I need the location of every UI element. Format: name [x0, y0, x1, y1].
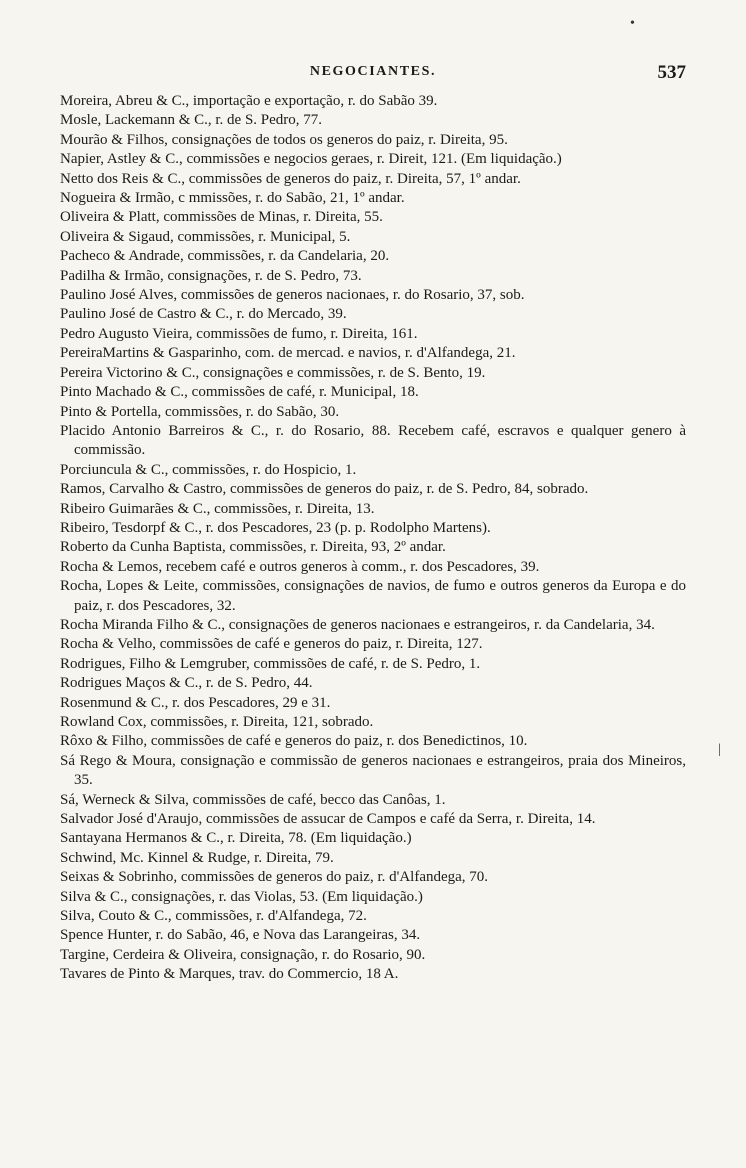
merchant-entry: Ribeiro Guimarães & C., commissões, r. Direita, 13. [60, 500, 375, 517]
merchant-entry: Salvador José d'Araujo, commissões de assucar de Campos e café da Serra, r. Direita, 14. [60, 811, 596, 828]
merchant-entry: Rowland Cox, commissões, r. Direita, 121, sobrado. [60, 714, 374, 730]
merchant-entry: Porciuncula & C., commissões, r. do Hospicio, 1. [60, 461, 357, 478]
merchant-entry: Mourão & Filhos, consignações de todos os generos do paiz, r. Direita, 95. [60, 131, 508, 148]
merchant-entry: Rocha, Lopes & Leite, commissões, consignações de navios, de fumo e outros generos da Europa e do paiz, r. dos Pescadores, 32. [60, 578, 686, 614]
merchant-entry: Pedro Augusto Vieira, commissões de fumo, r. Direita, 161. [60, 325, 418, 342]
merchant-entry: Paulino José Alves, commissões de generos nacionaes, r. do Rosario, 37, sob. [60, 287, 525, 304]
merchant-entry: PereiraMartins & Gasparinho, com. de mercad. e navios, r. d'Alfandega, 21. [60, 345, 516, 362]
merchant-entry: Ramos, Carvalho & Castro, commissões de generos do paiz, r. de S. Pedro, 84, sobrado. [60, 481, 589, 498]
merchant-entry: Placido Antonio Barreiros & C., r. do Rosario, 88. Recebem café, escravos e qualquer genero à commissão. [60, 422, 686, 459]
merchant-entry: Pereira Victorino & C., consignações e commissões, r. de S. Bento, 19. [60, 364, 486, 381]
merchant-entry: Silva, Couto & C., commissões, r. d'Alfandega, 72. [60, 908, 367, 925]
print-speck: • [630, 16, 635, 31]
merchant-entry: Rôxo & Filho, commissões de café e generos do paiz, r. dos Benedictinos, 10. [60, 733, 528, 750]
merchant-entry: Pinto Machado & C., commissões de café, r. Municipal, 18. [60, 384, 419, 401]
merchant-entry: Santayana Hermanos & C., r. Direita, 78. (Em liquidação.) [60, 830, 412, 847]
merchant-entry: Rosenmund & C., r. dos Pescadores, 29 e 31. [60, 694, 331, 711]
merchant-entry: Pacheco & Andrade, commissões, r. da Candelaria, 20. [60, 248, 390, 265]
merchant-entry: Netto dos Reis & C., commissões de generos do paiz, r. Direita, 57, 1º andar. [60, 170, 521, 187]
merchant-entry: Targine, Cerdeira & Oliveira, consignação, r. do Rosario, 90. [60, 946, 426, 963]
merchant-entry: Oliveira & Sigaud, commissões, r. Municipal, 5. [60, 228, 351, 245]
merchant-entry: Sá Rego & Moura, consignação e commissão de generos nacionaes e estrangeiros, praia dos Mineiros, 35. [60, 752, 686, 789]
merchant-list [60, 92, 686, 985]
merchant-entry: Schwind, Mc. Kinnel & Rudge, r. Direita, 79. [60, 849, 334, 866]
merchant-entry: Rodrigues, Filho & Lemgruber, commissões de café, r. de S. Pedro, 1. [60, 655, 481, 672]
merchant-entry: Tavares de Pinto & Marques, trav. do Commercio, 18 A. [60, 966, 399, 983]
merchant-entry: Nogueira & Irmão, c mmissões, r. do Sabão, 21, 1º andar. [60, 190, 405, 207]
merchant-entry: Rocha & Velho, commissões de café e generos do paiz, r. Direita, 127. [60, 636, 483, 653]
merchant-entry: Paulino José de Castro & C., r. do Mercado, 39. [60, 306, 347, 323]
merchant-entry: Rocha & Lemos, recebem café e outros generos à comm., r. dos Pescadores, 39. [60, 558, 540, 575]
merchant-entry: Rodrigues Maços & C., r. de S. Pedro, 44. [60, 675, 313, 692]
page-number: 537 [657, 62, 686, 83]
merchant-entry: Rocha Miranda Filho & C., consignações de generos nacionaes e estrangeiros, r. da Candelaria, 34. [60, 616, 655, 633]
merchant-entry: Roberto da Cunha Baptista, commissões, r. Direita, 93, 2º andar. [60, 539, 446, 556]
merchant-entry: Pinto & Portella, commissões, r. do Sabão, 30. [60, 403, 340, 420]
margin-mark: | [718, 742, 721, 757]
merchant-entry: Mosle, Lackemann & C., r. de S. Pedro, 77. [60, 112, 323, 129]
merchant-entry: Spence Hunter, r. do Sabão, 46, e Nova das Larangeiras, 34. [60, 927, 421, 944]
running-head: NEGOCIANTES. [309, 64, 437, 79]
merchant-entry: Padilha & Irmão, consignações, r. de S. Pedro, 73. [60, 267, 362, 284]
merchant-entry: Ribeiro, Tesdorpf & C., r. dos Pescadores, 23 (p. p. Rodolpho Martens). [60, 519, 491, 536]
merchant-entry: Seixas & Sobrinho, commissões de generos do paiz, r. d'Alfandega, 70. [60, 869, 489, 886]
merchant-entry: Moreira, Abreu & C., importação e exportação, r. do Sabão 39. [60, 93, 438, 109]
page-header [60, 64, 686, 88]
merchant-entry: Silva & C., consignações, r. das Violas, 53. (Em liquidação.) [60, 888, 423, 905]
merchant-entry: Sá, Werneck & Silva, commissões de café, becco das Canôas, 1. [60, 791, 446, 808]
merchant-entry: Oliveira & Platt, commissões de Minas, r. Direita, 55. [60, 209, 383, 226]
merchant-entry: Napier, Astley & C., commissões e negocios geraes, r. Direit, 121. (Em liquidação.) [60, 151, 562, 168]
